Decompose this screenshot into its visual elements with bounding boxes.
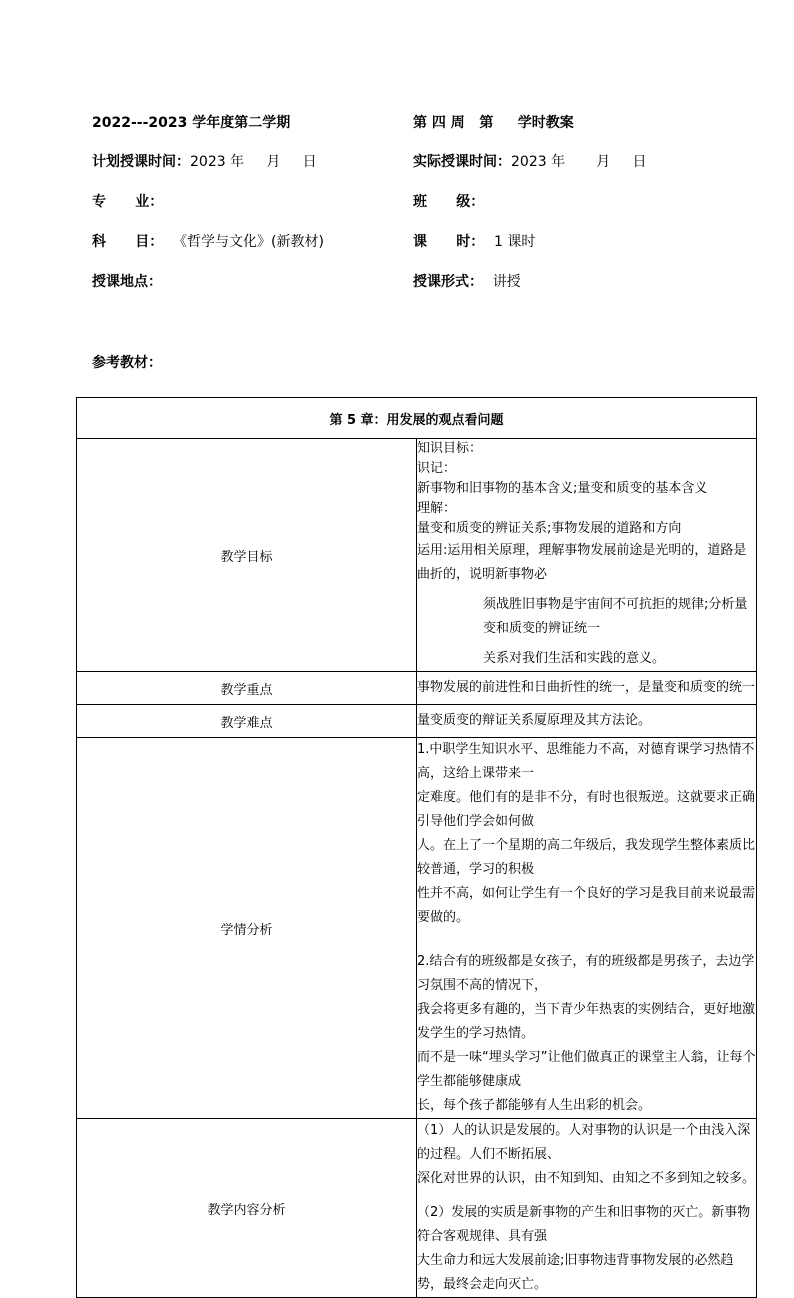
term-title: 2022---2023 学年度第二学期 <box>92 115 291 131</box>
objectives-content <box>417 439 757 672</box>
analysis-line: 长，每个孩子都能够有人生出彩的机会。 <box>417 1098 652 1113</box>
objective-line: 量变和质变的辨证关系;事物发展的道路和方向 <box>417 521 682 536</box>
difficulties-row <box>77 705 757 738</box>
key-points-text: 事物发展的前进性和日曲折性的统一，是量变和质变的统一 <box>417 672 757 705</box>
analysis-line: 人。在上了一个星期的高二年级后，我发现学生整体素质比较普通，学习的积极 <box>417 838 756 877</box>
objective-apply-line: 须战胜旧事物是宇宙间不可抗拒的规律;分析量变和质变的辨证统一 <box>483 597 748 636</box>
plan-time-row <box>92 152 317 172</box>
hours-row <box>413 232 535 252</box>
subject-label: 科 目： <box>92 234 164 250</box>
objective-line: 新事物和旧事物的基本含义;量变和质变的基本含义 <box>417 481 708 496</box>
content-analysis-row <box>77 1119 757 1298</box>
form-row <box>413 272 521 292</box>
analysis-line: 我会将更多有趣的，当下青少年热衷的实例结合，更好地激发学生的学习热情。 <box>417 1002 756 1041</box>
week-suffix: 学时教案 <box>517 115 574 131</box>
learner-analysis-row <box>77 738 757 1119</box>
place-label: 授课地点： <box>92 274 162 290</box>
analysis-line: 定难度。他们有的是非不分，有时也很叛逆。这就要求正确引导他们学会如何做 <box>417 790 756 829</box>
actual-time-value: 2023 年 月 日 <box>511 154 647 170</box>
content-analysis-label: 教学内容分析 <box>77 1119 417 1298</box>
chapter-title: 第 5 章：用发展的观点看问题 <box>77 398 757 439</box>
objective-line: 知识目标： <box>417 441 483 456</box>
major-label: 专 业： <box>92 194 164 210</box>
analysis-line: 性并不高，如何让学生有一个良好的学习是我目前来说最需要做的。 <box>417 886 756 925</box>
content-analysis-content <box>417 1119 757 1298</box>
content-line: 大生命力和远大发展前途;旧事物违背事物发展的必然趋势，最终会走向灭亡。 <box>417 1253 734 1292</box>
content-line: （2）发展的实质是新事物的产生和旧事物的灭亡。新事物符合客观规律、具有强 <box>417 1205 751 1244</box>
analysis-line: 1.中职学生知识水平、思维能力不高，对德育课学习热情不高，这给上课带来一 <box>417 742 755 781</box>
lesson-plan-table <box>76 397 757 1298</box>
key-points-row <box>77 672 757 705</box>
subject-value: 《哲学与文化》(新教材) <box>173 234 324 250</box>
plan-time-value: 2023 年 月 日 <box>190 154 317 170</box>
objective-apply-line: 运用:运用相关原理，理解事物发展前途是光明的，道路是曲折的，说明新事物必 <box>417 543 747 582</box>
subject-row <box>92 232 324 252</box>
week-mid: 第 <box>479 115 494 131</box>
content-line: 深化对世界的认识，由不知到知、由知之不多到知之较多。 <box>417 1171 756 1186</box>
objective-line: 理解： <box>417 501 457 516</box>
analysis-line: 而不是一味“埋头学习”让他们做真正的课堂主人翁，让每个学生都能够健康成 <box>417 1050 756 1089</box>
class-label: 班 级： <box>413 194 485 210</box>
actual-time-label: 实际授课时间： <box>413 154 511 170</box>
objective-apply-line: 关系对我们生活和实践的意义。 <box>483 651 666 666</box>
form-label: 授课形式： <box>413 274 483 290</box>
plan-time-label: 计划授课时间： <box>92 154 190 170</box>
hours-value: 1 课时 <box>494 234 536 250</box>
content-line: （1）人的认识是发展的。人对事物的认识是一个由浅入深的过程。人们不断拓展、 <box>417 1123 751 1162</box>
objectives-label: 教学目标 <box>77 439 417 672</box>
objective-line: 识记： <box>417 461 457 476</box>
analysis-line: 2.结合有的班级都是女孩子，有的班级都是男孩子，去边学习氛围不高的情况下， <box>417 954 755 993</box>
form-value: 讲授 <box>492 274 521 290</box>
chapter-row <box>77 398 757 439</box>
difficulties-text: 量变质变的辩证关系厦原理及其方法论。 <box>417 705 757 738</box>
actual-time-row <box>413 152 646 172</box>
textbook-label: 参考教材： <box>92 355 162 371</box>
difficulties-label: 教学难点 <box>77 705 417 738</box>
key-points-label: 教学重点 <box>77 672 417 705</box>
week-info <box>413 113 574 133</box>
hours-label: 课 时： <box>413 234 485 250</box>
learner-analysis-content <box>417 738 757 1119</box>
objectives-row <box>77 439 757 672</box>
learner-analysis-label: 学情分析 <box>77 738 417 1119</box>
week-prefix: 第 四 周 <box>413 115 465 131</box>
